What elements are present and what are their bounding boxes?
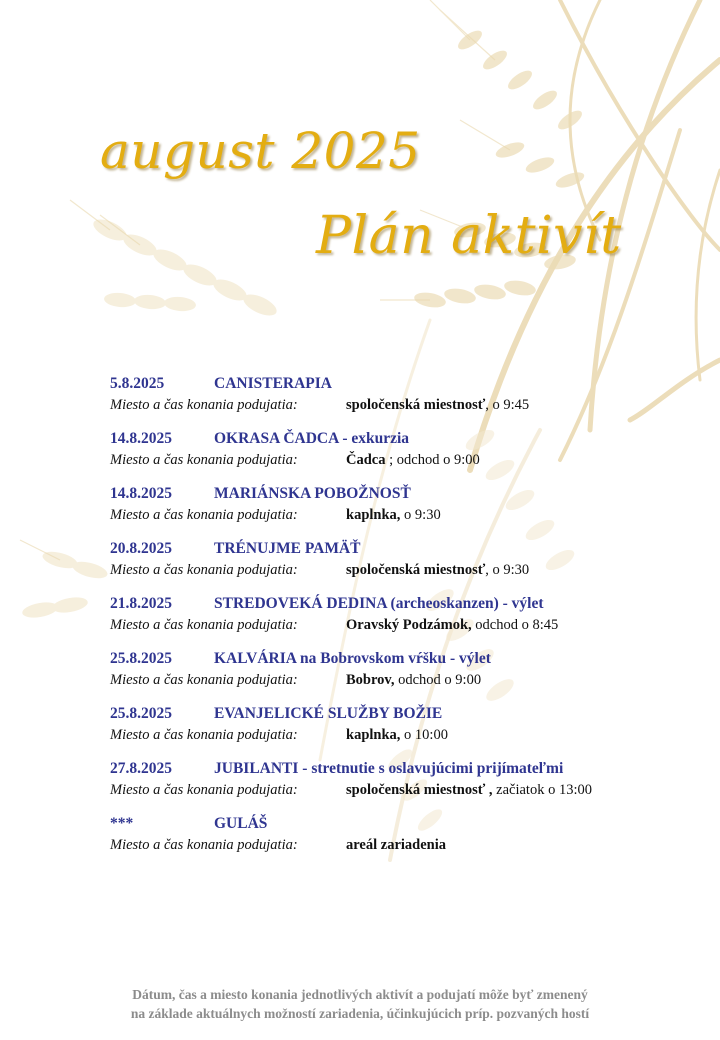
event-item (110, 595, 690, 650)
event-item (110, 430, 690, 485)
event-time: začiatok o 13:00 (492, 782, 592, 798)
event-item (110, 760, 690, 815)
event-date: 25.8.2025 (110, 650, 172, 667)
event-location-label: Miesto a čas konania podujatia: (110, 837, 298, 853)
event-location: kaplnka, (346, 507, 401, 523)
event-time: odchod o 9:00 (394, 672, 482, 688)
event-date: 14.8.2025 (110, 430, 172, 447)
event-title: OKRASA ČADCA - exkurzia (214, 430, 410, 447)
event-date: 20.8.2025 (110, 540, 172, 557)
event-date: *** (110, 815, 134, 832)
event-time: , o 9:30 (485, 562, 530, 578)
event-item (110, 375, 690, 430)
event-item (110, 705, 690, 760)
event-date: 5.8.2025 (110, 375, 165, 392)
event-location: areál zariadenia (346, 837, 447, 853)
event-time: o 9:30 (400, 507, 441, 523)
event-date: 14.8.2025 (110, 485, 172, 502)
page-title-month: august 2025 (100, 122, 421, 180)
event-location: spoločenská miestnosť , (346, 782, 493, 798)
event-item (110, 540, 690, 595)
disclaimer-note (40, 985, 680, 1023)
event-title: STREDOVEKÁ DEDINA (archeoskanzen) - výlet (214, 595, 544, 612)
event-location-label: Miesto a čas konania podujatia: (110, 727, 298, 743)
event-location-label: Miesto a čas konania podujatia: (110, 507, 298, 523)
event-item (110, 650, 690, 705)
event-location-label: Miesto a čas konania podujatia: (110, 782, 298, 798)
event-time: , o 9:45 (485, 397, 530, 413)
event-location-label: Miesto a čas konania podujatia: (110, 562, 298, 578)
event-location: spoločenská miestnosť (346, 562, 486, 578)
event-title: JUBILANTI - stretnutie s oslavujúcimi prijímateľmi (214, 760, 564, 777)
event-date: 27.8.2025 (110, 760, 172, 777)
event-item (110, 815, 690, 870)
event-location-label: Miesto a čas konania podujatia: (110, 672, 298, 688)
event-location: kaplnka, (346, 727, 401, 743)
event-time: odchod o 8:45 (471, 617, 559, 633)
event-list (110, 375, 690, 870)
event-title: KALVÁRIA na Bobrovskom vŕšku - výlet (214, 650, 491, 667)
event-time: ; odchod o 9:00 (385, 452, 480, 468)
event-location: spoločenská miestnosť (346, 397, 486, 413)
event-location: Oravský Podzámok, (346, 617, 472, 633)
event-title: EVANJELICKÉ SLUŽBY BOŽIE (214, 705, 443, 722)
event-location: Bobrov, (346, 672, 395, 688)
event-location: Čadca (346, 452, 386, 468)
event-location-label: Miesto a čas konania podujatia: (110, 397, 298, 413)
event-title: CANISTERAPIA (214, 375, 332, 392)
disclaimer-line: na základe aktuálnych možností zariadenia, účinkujúcich príp. pozvaných hostí (130, 1006, 590, 1021)
event-title: GULÁŠ (214, 815, 268, 832)
event-date: 25.8.2025 (110, 705, 172, 722)
event-location-label: Miesto a čas konania podujatia: (110, 452, 298, 468)
event-title: TRÉNUJME PAMÄŤ (214, 540, 361, 557)
event-item (110, 485, 690, 540)
event-title: MARIÁNSKA POBOŽNOSŤ (214, 485, 411, 502)
disclaimer-line: Dátum, čas a miesto konania jednotlivých aktivít a podujatí môže byť zmenený (132, 987, 588, 1002)
event-date: 21.8.2025 (110, 595, 172, 612)
event-location-label: Miesto a čas konania podujatia: (110, 617, 298, 633)
event-time: o 10:00 (400, 727, 448, 743)
page-title-plan: Plán aktivít (316, 206, 622, 266)
